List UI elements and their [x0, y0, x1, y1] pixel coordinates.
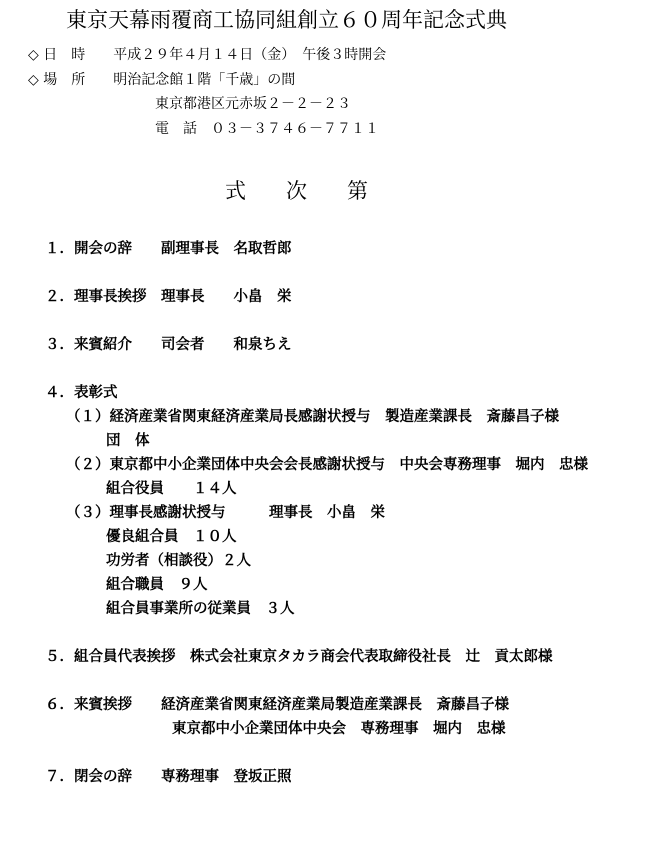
- award-3-recipient: 優良組合員 １０人: [106, 528, 237, 545]
- program-item-6-cont: 東京都中小企業団体中央会 専務理事 堀内 忠様: [172, 720, 506, 737]
- award-3: （３）理事長感謝状授与 理事長 小畠 栄: [66, 504, 385, 521]
- program-item-4: ４．表彰式: [45, 384, 118, 401]
- event-venue: ◇ 場 所 明治記念館１階「千歳」の間: [28, 72, 296, 88]
- program-item-3: ３．来賓紹介 司会者 和泉ちえ: [45, 336, 292, 353]
- award-2: （２）東京都中小企業団体中央会会長感謝状授与 中央会専務理事 堀内 忠様: [66, 456, 588, 473]
- award-3-recipient: 功労者（相談役）２人: [106, 552, 251, 569]
- document-title: 東京天幕雨覆商工協同組創立６０周年記念式典: [66, 8, 507, 32]
- program-item-2: ２．理事長挨拶 理事長 小畠 栄: [45, 288, 292, 305]
- award-3-recipient: 組合職員 ９人: [106, 576, 208, 593]
- award-1-recipient: 団 体: [106, 432, 150, 449]
- award-1: （１）経済産業省関東経済産業局長感謝状授与 製造産業課長 斎藤昌子様: [66, 408, 559, 425]
- program-item-1: １．開会の辞 副理事長 名取哲郎: [45, 240, 292, 257]
- venue-phone: 電 話 ０３－３７４６－７７１１: [155, 121, 379, 137]
- award-3-recipient: 組合員事業所の従業員 ３人: [106, 600, 295, 617]
- venue-address: 東京都港区元赤坂２－２－２３: [155, 96, 351, 112]
- program-item-6: ６．来賓挨拶 経済産業省関東経済産業局製造産業課長 斎藤昌子様: [45, 696, 509, 713]
- program-heading: 式次第: [225, 179, 408, 203]
- program-item-5: ５．組合員代表挨拶 株式会社東京タカラ商会代表取締役社長 辻 貢太郎様: [45, 648, 553, 665]
- program-item-7: ７．閉会の辞 専務理事 登坂正照: [45, 768, 292, 785]
- award-2-recipient: 組合役員 １４人: [106, 480, 237, 497]
- event-datetime: ◇ 日 時 平成２９年４月１４日（金） 午後３時開会: [28, 47, 387, 63]
